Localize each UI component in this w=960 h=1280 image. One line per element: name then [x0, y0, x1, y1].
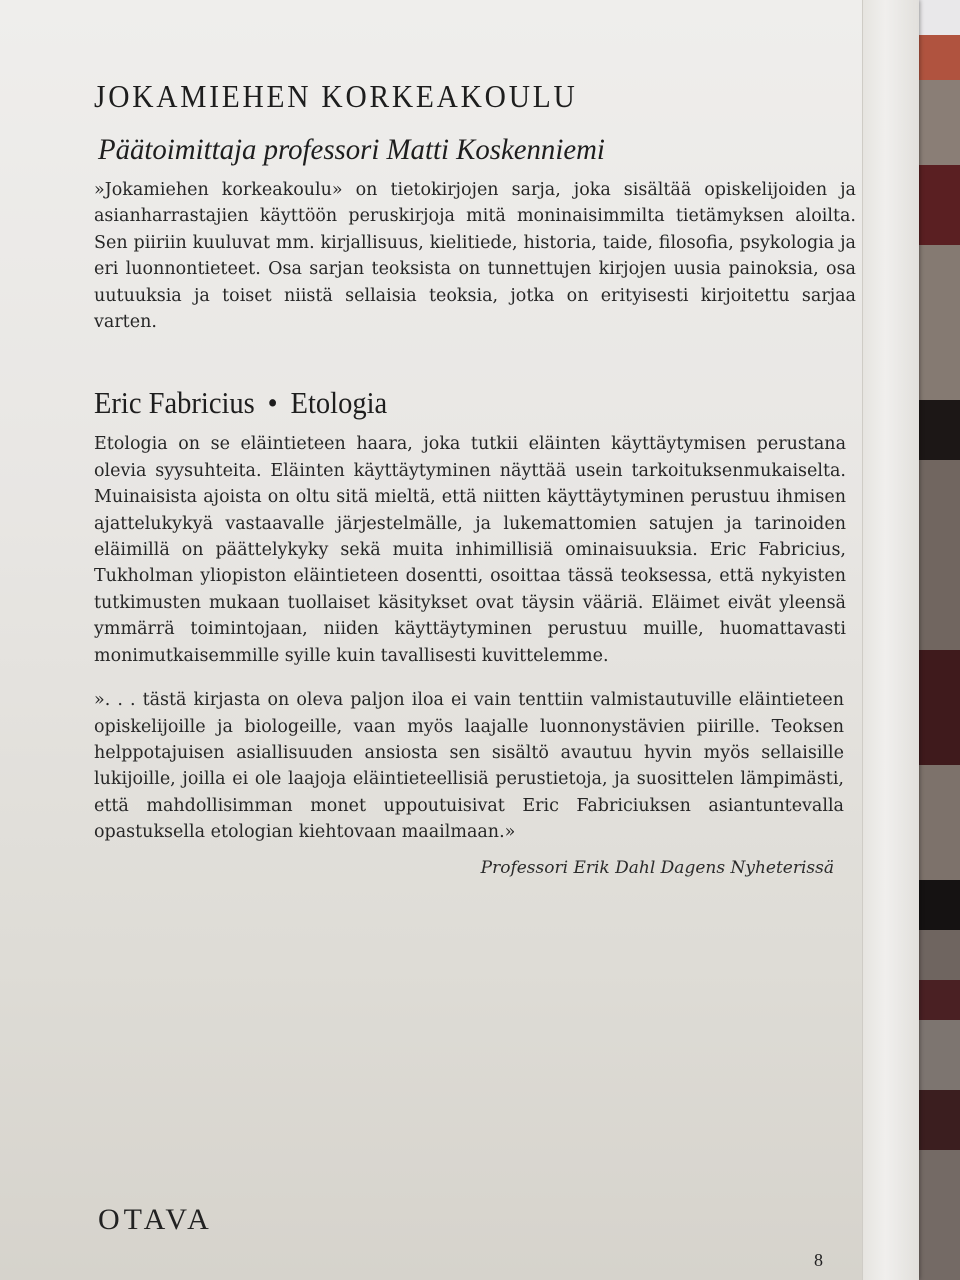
cover-fold-edge — [862, 0, 919, 1280]
bullet-separator: • — [267, 385, 278, 421]
publisher-logo: OTAVA — [98, 1203, 213, 1236]
page-number: 8 — [814, 1250, 823, 1270]
series-title: JOKAMIEHEN KORKEAKOULU — [94, 78, 578, 114]
book-heading — [94, 385, 793, 421]
editor-line: Päätoimittaja professori Matti Koskenniemi — [98, 133, 605, 166]
cover-content — [94, 70, 854, 878]
review-quote: ». . . tästä kirjasta on oleva paljon iloa ei vain tenttiin valmistautuville eläintieteen opiskelijoille ja biologeille, vaan myös laajalle luonnonystävien piirille. Teoksen helppotajuisen asiallisuuden ansiosta sen sisältö avautuu hyvin myös sellaisille lukijoille, joilla ei ole laajoja eläintieteellisiä perustietoja, ja suosittelen lämpimästi, että mahdollisimman monet uppoutuisivat Eric Fabriciuksen asiantuntevalla opastuksella etologian kiehtovaan maailmaan.» — [94, 690, 844, 843]
book-description: Etologia on se eläintieteen haara, joka tutkii eläinten käyttäytymisen perustana olevia syysuhteita. Eläinten käyttäytyminen näyttää usein tarkoituksenmukaiselta. Muinaisista ajoista on oltu sitä mieltä, että niitten käyttäytyminen perustuu ihmisen ajattelukykyä vastaavalle järjestelmälle, ja lukemattomien satujen ja tarinoiden eläimillä on päättelykyky sekä muita inhimillisiä ominaisuuksia. Eric Fabricius, Tukholman yliopiston eläintieteen dosentti, osoittaa tässä teoksessa, että nykyisten tutkimusten mukaan tuollaiset käsitykset ovat täysin vääriä. Eläimet eivät yleensä ymmärrä toimintojaan, niiden käyttäytyminen perustuu muille, huomattavasti monimutkaisemmille syille kuin tavallisesti kuvittelemme. — [94, 434, 846, 666]
review-source: Professori Erik Dahl Dagens Nyheterissä — [480, 857, 834, 878]
book-title: Etologia — [290, 385, 388, 421]
book-author: Eric Fabricius — [94, 385, 255, 421]
series-description: »Jokamiehen korkeakoulu» on tietokirjojen sarja, joka sisältää opiskelijoiden ja asianharrastajien käyttöön peruskirjoja mitä moninaisimmilta tietämyksen aloilta. Sen piiriin kuuluvat mm. kirjallisuus, kielitiede, historia, taide, filosofia, psykologia ja eri luonnontieteet. Osa sarjan teoksista on tunnettujen kirjojen uusia painoksia, osa uutuuksia ja toiset niistä sellaisia teoksia, jotka on erityisesti kirjoitettu sarjaa varten. — [94, 180, 856, 333]
